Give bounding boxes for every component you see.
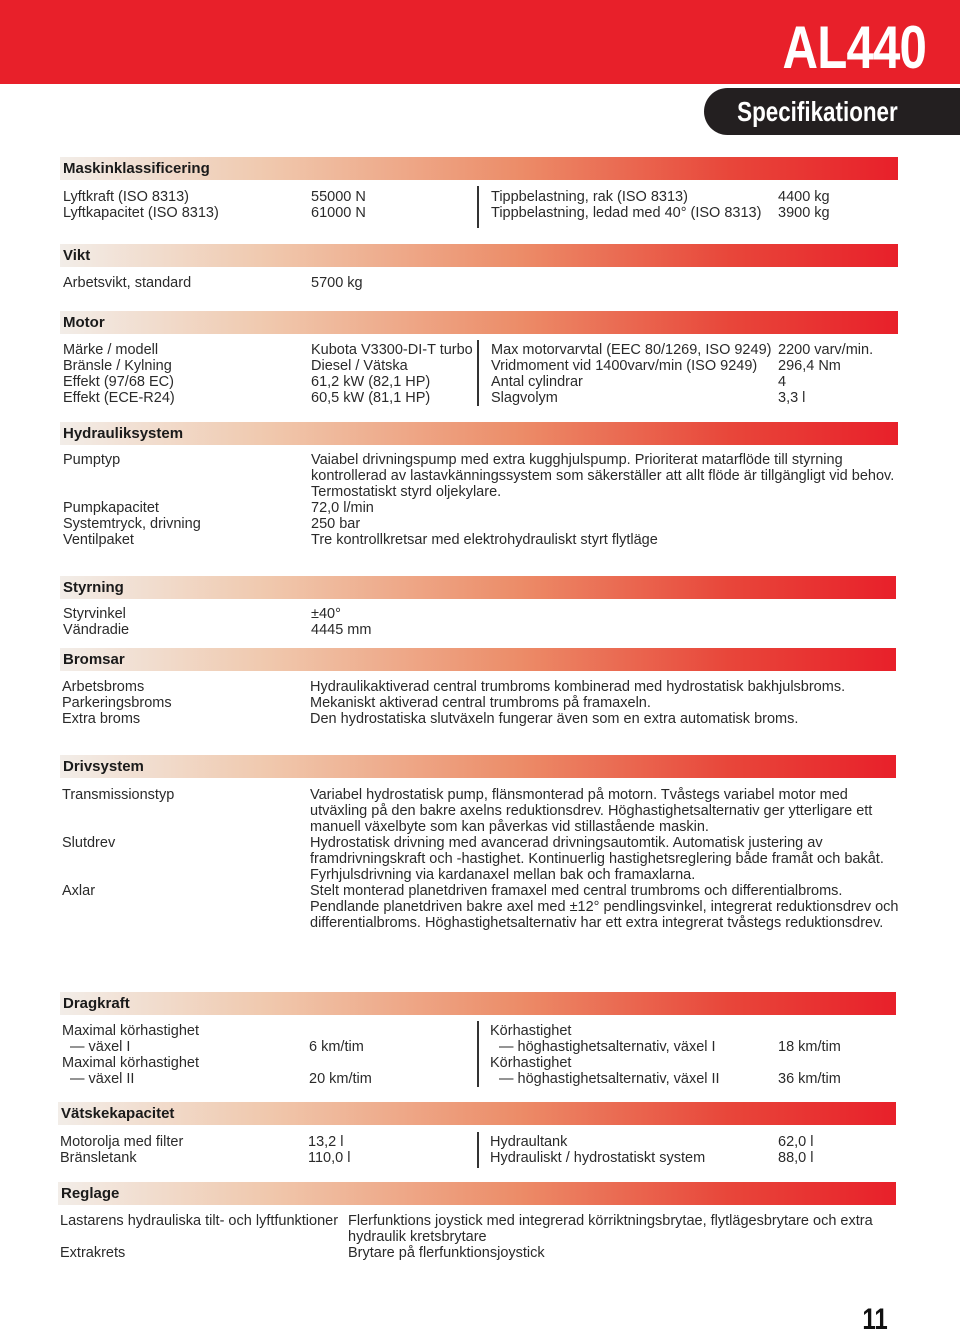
section-header-motor: [60, 311, 898, 334]
spec-label: Slutdrev: [62, 835, 116, 851]
spec-value: Hydraulikaktiverad central trumbroms kombinerad med hydrostatisk bakhjulsbroms.: [310, 679, 846, 695]
spec-label: Bränsle / Kylning: [63, 358, 172, 374]
section-title: Hydrauliksystem: [63, 425, 184, 442]
spec-value: 61,2 kW (82,1 HP): [311, 374, 431, 390]
page-number: 11: [862, 1303, 888, 1336]
spec-label: Vändradie: [63, 622, 130, 638]
spec-label: — växel I: [70, 1039, 131, 1055]
column-divider: [477, 1132, 479, 1168]
spec-label: Extra broms: [62, 711, 141, 727]
spec-value: 55000 N: [311, 189, 366, 205]
spec-value: 3,3 l: [778, 390, 806, 406]
spec-value: 18 km/tim: [778, 1039, 841, 1055]
subtitle-label: Specifikationer: [737, 96, 898, 127]
spec-label: Körhastighet: [490, 1023, 572, 1039]
spec-label: Hydraultank: [490, 1134, 568, 1150]
section-header-drivsystem: [60, 755, 896, 778]
spec-label: Körhastighet: [490, 1055, 572, 1071]
spec-label: Maximal körhastighet: [62, 1055, 199, 1071]
spec-value: 4445 mm: [311, 622, 372, 638]
spec-label: Lyftkraft (ISO 8313): [63, 189, 189, 205]
subtitle-tab: [704, 88, 960, 135]
spec-value: Stelt monterad planetdriven framaxel med central trumbroms och differentialbroms. Pendlande planetdriven bakre axel med ±12° pendlingsvinkel, integrerat reduktionsdrev och differentialbroms. Höghastighetsalternativ har ett extra integrerat tvåstegs reduktionsdrev.: [310, 883, 899, 931]
spec-value: 20 km/tim: [309, 1071, 372, 1087]
section-title: Vikt: [63, 247, 91, 264]
spec-label: Pumpkapacitet: [63, 500, 159, 516]
section-title: Bromsar: [63, 651, 125, 668]
section-title: Motor: [63, 314, 105, 331]
spec-value: Kubota V3300-DI-T turbo: [311, 342, 473, 358]
spec-value: 5700 kg: [311, 275, 363, 291]
spec-value: 3900 kg: [778, 205, 830, 221]
spec-value: Tre kontrollkretsar med elektrohydrauliskt styrt flytläge: [311, 532, 658, 548]
spec-label: — höghastighetsalternativ, växel I: [499, 1039, 716, 1055]
section-title: Reglage: [61, 1185, 120, 1202]
spec-label: Bränsletank: [60, 1150, 137, 1166]
spec-value: 72,0 l/min: [311, 500, 374, 516]
spec-value: 62,0 l: [778, 1134, 814, 1150]
spec-label: Arbetsvikt, standard: [63, 275, 192, 291]
section-header-dragkraft: [60, 992, 896, 1015]
section-header-maskin: [60, 157, 898, 180]
spec-label: Effekt (97/68 EC): [63, 374, 174, 390]
spec-value: 6 km/tim: [309, 1039, 364, 1055]
spec-value: Mekaniskt aktiverad central trumbroms på framaxeln.: [310, 695, 651, 711]
section-header-styrning: [60, 576, 896, 599]
spec-label: — växel II: [70, 1071, 135, 1087]
column-divider: [477, 340, 479, 406]
spec-label: Ventilpaket: [63, 532, 134, 548]
spec-value: 110,0 l: [308, 1150, 351, 1166]
column-divider: [477, 1021, 479, 1087]
spec-label: Slagvolym: [491, 390, 558, 406]
spec-label: Antal cylindrar: [491, 374, 583, 390]
spec-label: Hydrauliskt / hydrostatiskt system: [490, 1150, 706, 1166]
spec-value: ±40°: [311, 606, 341, 622]
spec-label: Systemtryck, drivning: [63, 516, 201, 532]
spec-label: Vridmoment vid 1400varv/min (ISO 9249): [491, 358, 758, 374]
spec-value: Vaiabel drivningspump med extra kugghjulspump. Prioriterat matarflöde till styrning kontrollerad av lastavkänningssystem som säkerställer att allt flöde är tillgängligt vid behov. Termostatiskt styrd oljekylare.: [311, 452, 895, 500]
section-title: Dragkraft: [63, 995, 130, 1012]
spec-label: Parkeringsbroms: [62, 695, 172, 711]
spec-value: 4: [778, 374, 787, 390]
section-title: Maskinklassificering: [63, 160, 210, 177]
spec-label: Tippbelastning, ledad med 40° (ISO 8313): [491, 205, 762, 221]
spec-label: Lastarens hydrauliska tilt- och lyftfunktioner: [60, 1213, 339, 1229]
spec-value: Flerfunktions joystick med integrerad körriktningsbrytae, flytlägesbrytare och extra hydraulik kretsbrytare: [348, 1213, 873, 1245]
spec-label: Motorolja med filter: [60, 1134, 184, 1150]
spec-label: Märke / modell: [63, 342, 159, 358]
spec-value: 13,2 l: [308, 1134, 344, 1150]
spec-value: 36 km/tim: [778, 1071, 841, 1087]
column-divider: [477, 186, 479, 228]
section-title: Drivsystem: [63, 758, 144, 775]
spec-value: 88,0 l: [778, 1150, 814, 1166]
spec-value: 2200 varv/min.: [778, 342, 874, 358]
spec-value: 296,4 Nm: [778, 358, 841, 374]
spec-label: Lyftkapacitet (ISO 8313): [63, 205, 219, 221]
spec-label: Axlar: [62, 883, 96, 899]
spec-label: Pumptyp: [63, 452, 121, 468]
spec-label: Transmissionstyp: [62, 787, 175, 803]
spec-value: 61000 N: [311, 205, 366, 221]
section-header-hydraulik: [60, 422, 898, 445]
spec-label: Styrvinkel: [63, 606, 126, 622]
spec-value: Diesel / Vätska: [311, 358, 408, 374]
spec-value: Den hydrostatiska slutväxeln fungerar även som en extra automatisk broms.: [310, 711, 799, 727]
spec-label: Max motorvarvtal (EEC 80/1269, ISO 9249): [491, 342, 772, 358]
section-title: Vätskekapacitet: [61, 1105, 175, 1122]
section-header-vikt: [60, 244, 898, 267]
spec-value: Brytare på flerfunktionsjoystick: [348, 1245, 545, 1261]
spec-label: Effekt (ECE-R24): [63, 390, 175, 406]
spec-label: Arbetsbroms: [62, 679, 145, 695]
section-header-reglage: [58, 1182, 896, 1205]
section-header-vatskekapacitet: [58, 1102, 896, 1125]
spec-value: Variabel hydrostatisk pump, flänsmonterad på motorn. Tvåstegs variabel motor med utväxling på den bakre axelns reduktionsdrev. Höghastighetsalternativ ger ytterligare ett manuell växelbyte som kan påverkas vid stillastående maskin.: [310, 787, 873, 835]
spec-value: Hydrostatisk drivning med avancerad drivningsautomtik. Automatisk justering av framdrivningskraft och -hastighet. Kontinuerlig hastighetsreglering både framåt och bakåt. Fyrhjulsdrivning via kardanaxel mellan bak och framaxlarna.: [310, 835, 884, 883]
section-header-bromsar: [60, 648, 896, 671]
spec-value: 250 bar: [311, 516, 361, 532]
spec-label: Maximal körhastighet: [62, 1023, 199, 1039]
spec-label: Tippbelastning, rak (ISO 8313): [491, 189, 688, 205]
spec-label: Extrakrets: [60, 1245, 126, 1261]
model-title: AL440: [782, 14, 926, 81]
spec-value: 4400 kg: [778, 189, 830, 205]
section-title: Styrning: [63, 579, 124, 596]
spec-label: — höghastighetsalternativ, växel II: [499, 1071, 720, 1087]
spec-value: 60,5 kW (81,1 HP): [311, 390, 431, 406]
